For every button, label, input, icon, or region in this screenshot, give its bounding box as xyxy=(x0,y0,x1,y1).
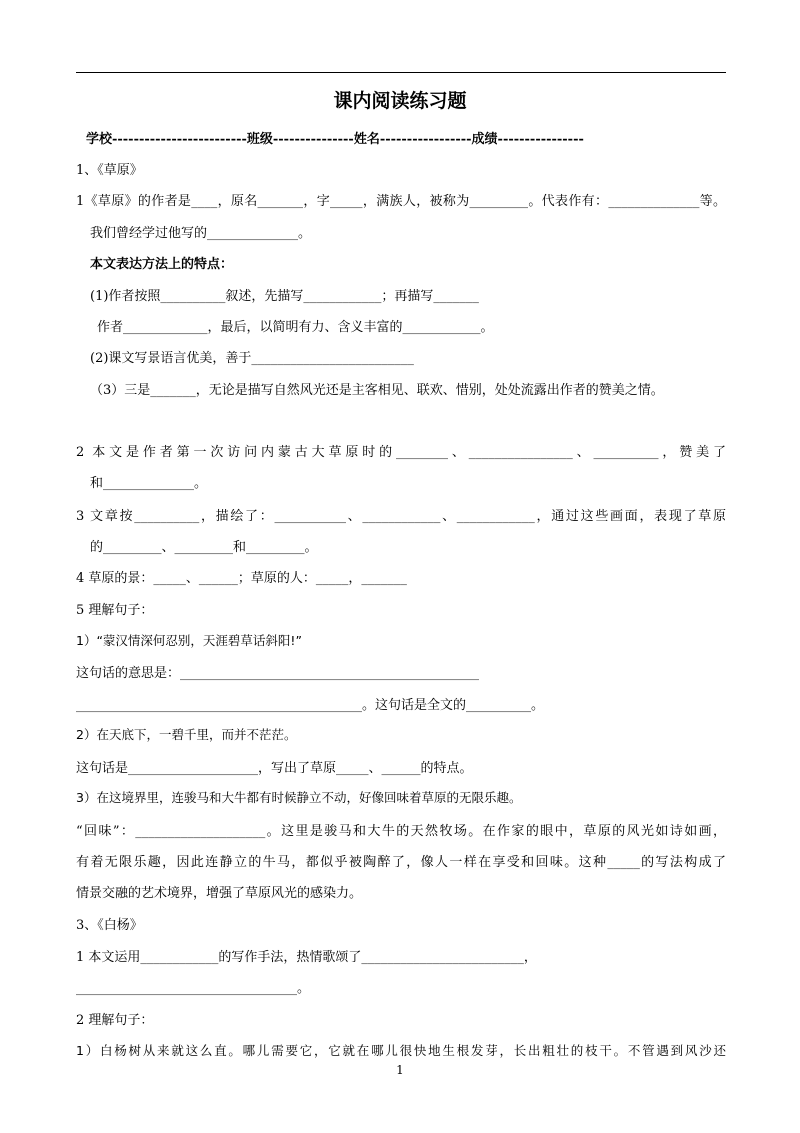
question-line: 这句话的意思是：______________________________________________ xyxy=(76,666,480,681)
question-line: （3）三是_______，无论是描写自然风光还是主客相见、联欢、惜别，处处流露出作者的赞美之情。 xyxy=(90,383,664,398)
section-heading: 1、《草原》 xyxy=(76,163,143,178)
question-line: 的_________、_________和_________。 xyxy=(90,540,318,555)
header-info: 学校-------------------------班级---------------姓名-----------------成绩---------------- xyxy=(86,132,584,147)
question-line: 我们曾经学过他写的______________。 xyxy=(90,226,312,241)
question-line: 1 本文运用____________的写作手法，热情歌颂了_________________________， xyxy=(76,950,537,965)
question-line: (1)作者按照__________叙述，先描写____________；再描写_______ xyxy=(90,289,479,304)
question-line: 2 理解句子： xyxy=(76,1013,154,1028)
question-line: 作者_____________，最后，以简明有力、含义丰富的____________。 xyxy=(97,320,494,335)
quoted-sentence: 1）白杨树从来就这么直。哪儿需要它，它就在哪儿很快地生根发芽，长出粗壮的枝干。不管遇到风沙还 xyxy=(76,1043,726,1058)
quoted-sentence: 1）“蒙汉情深何忍别，天涯碧草话斜阳!” xyxy=(76,633,302,648)
page-title: 课内阅读练习题 xyxy=(333,90,467,112)
question-line: 3 文章按__________，描绘了：___________、____________、____________，通过这些画面，表现了草原 xyxy=(76,509,726,524)
quoted-sentence: 2）在天底下，一碧千里，而并不茫茫。 xyxy=(76,727,297,742)
question-line: “回味”：____________________。这里是骏马和大牛的天然牧场。在作家的眼中，草原的风光如诗如画， xyxy=(76,824,726,839)
quoted-sentence: 3）在这境界里，连骏马和大牛都有时候静立不动，好像回味着草原的无限乐趣。 xyxy=(76,790,522,805)
question-line: 情景交融的艺术境界，增强了草原风光的感染力。 xyxy=(76,886,363,901)
question-line: ____________________________________________。这句话是全文的__________。 xyxy=(76,698,545,713)
question-line: 5 理解句子： xyxy=(76,603,154,618)
page-number: 1 xyxy=(396,1063,404,1077)
section-heading: 3、《白杨》 xyxy=(76,918,143,933)
question-line: (2)课文写景语言优美，善于_________________________ xyxy=(90,351,414,366)
question-line: 4 草原的景：_____、______；草原的人：_____，_______ xyxy=(76,571,407,586)
top-rule xyxy=(76,72,726,73)
question-line: 和______________。 xyxy=(90,476,208,491)
subsection-heading: 本文表达方法上的特点： xyxy=(90,257,234,272)
question-line: 1《草原》的作者是____，原名_______，字_____，满族人，被称为_________。代表作有：______________等。 xyxy=(76,194,726,209)
question-line: __________________________________。 xyxy=(76,981,311,996)
question-line: 这句话是____________________，写出了草原_____、______的特点。 xyxy=(76,761,473,776)
question-line: 有着无限乐趣，因此连静立的牛马，都似乎被陶醉了，像人一样在享受和回味。这种_____的写法构成了 xyxy=(76,855,726,870)
question-line: 2 本文是作者第一次访问内蒙古大草原时的________、________________、__________，赞美了 xyxy=(76,445,726,460)
